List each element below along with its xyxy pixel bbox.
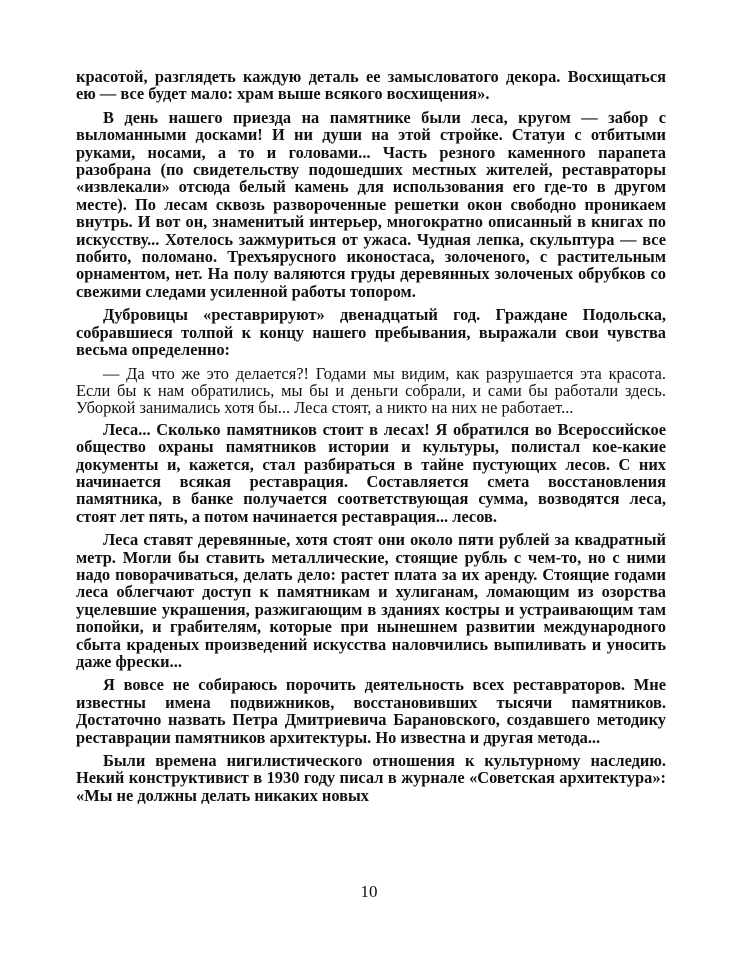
paragraph-5: Леса... Сколько памятников стоит в лесах! Я обратился во Всероссийское общество охраны памятников истории и культуры, полистал кое-какие документы и, кажется, стал разбираться в тайне пустующих лесов. С них начинается всякая реставрация. Составляется смета восстановления памятника, в банке получается соответствующая сумма, возводятся леса, стоят лет пять, а потом начинается реставрация... лесов.: [76, 419, 666, 526]
paragraph-4: — Да что же это делается?! Годами мы видим, как разрушается эта красота. Если бы к нам обратились, мы бы и деньги собрали, и сами бы работали здесь. Уборкой занимались хотя бы... Леса стоят, а никто на них не работает...: [76, 363, 666, 418]
paragraph-3: Дубровицы «реставрируют» двенадцатый год. Граждане Подольска, собравшиеся толпой к концу нашего пребывания, выражали свои чувства весьма определенно:: [76, 305, 666, 360]
paragraph-2: В день нашего приезда на памятнике были леса, кругом — забор с выломанными досками! И ни души на этой стройке. Статуи с отбитыми руками, носами, а то и головами... Часть резного каменного парапета разобрана (по свидетельству подошедших местных жителей, реставраторы «извлекали» отсюда белый камень для использования его где-то в другом месте). По лесам сквозь развороченные решетки окон свободно проникаем внутрь. И вот он, знаменитый интерьер, многократно описанный в книгах по искусству... Хотелось зажмуриться от ужаса. Чудная лепка, скульптура — все побито, поломано. Трехъярусного иконостаса, золоченого, с растительным орнаментом, нет. На полу валяются груды деревянных золоченых обрубков со свежими следами усиленной работы топором.: [76, 107, 666, 301]
page-number: 10: [360, 882, 378, 901]
paragraph-7: Я вовсе не собираюсь порочить деятельность всех реставраторов. Мне известны имена подвижников, восстановивших тысячи памятников. Достаточно назвать Петра Дмитриевича Барановского, создавшего методику реставрации памятников архитектуры. Но известна и другая метода...: [76, 675, 666, 747]
page-body: [76, 68, 666, 810]
paragraph-8: Были времена нигилистического отношения к культурному наследию. Некий конструктивист в 1930 году писал в журнале «Советская архитектура»: «Мы не должны делать никаких новых: [76, 751, 666, 805]
paragraph-1: красотой, разглядеть каждую деталь ее замысловатого декора. Восхищаться ею — все будет мало: храм выше всякого восхищения».: [76, 67, 666, 104]
paragraph-6: Леса ставят деревянные, хотя стоят они около пяти рублей за квадратный метр. Могли бы ставить металлические, стоящие рубль с чем-то, но с ними надо поворачиваться, делать дело: растет плата за их аренду. Стоящие годами леса облегчают доступ к памятникам и хулиганам, ломающим из озорства уцелевшие украшения, разжигающим в зданиях костры и устраивающим там попойки, и грабителям, которые при нынешнем развитии международного сбыта краденых произведений искусства наловчились выпиливать и уносить даже фрески...: [76, 530, 666, 671]
